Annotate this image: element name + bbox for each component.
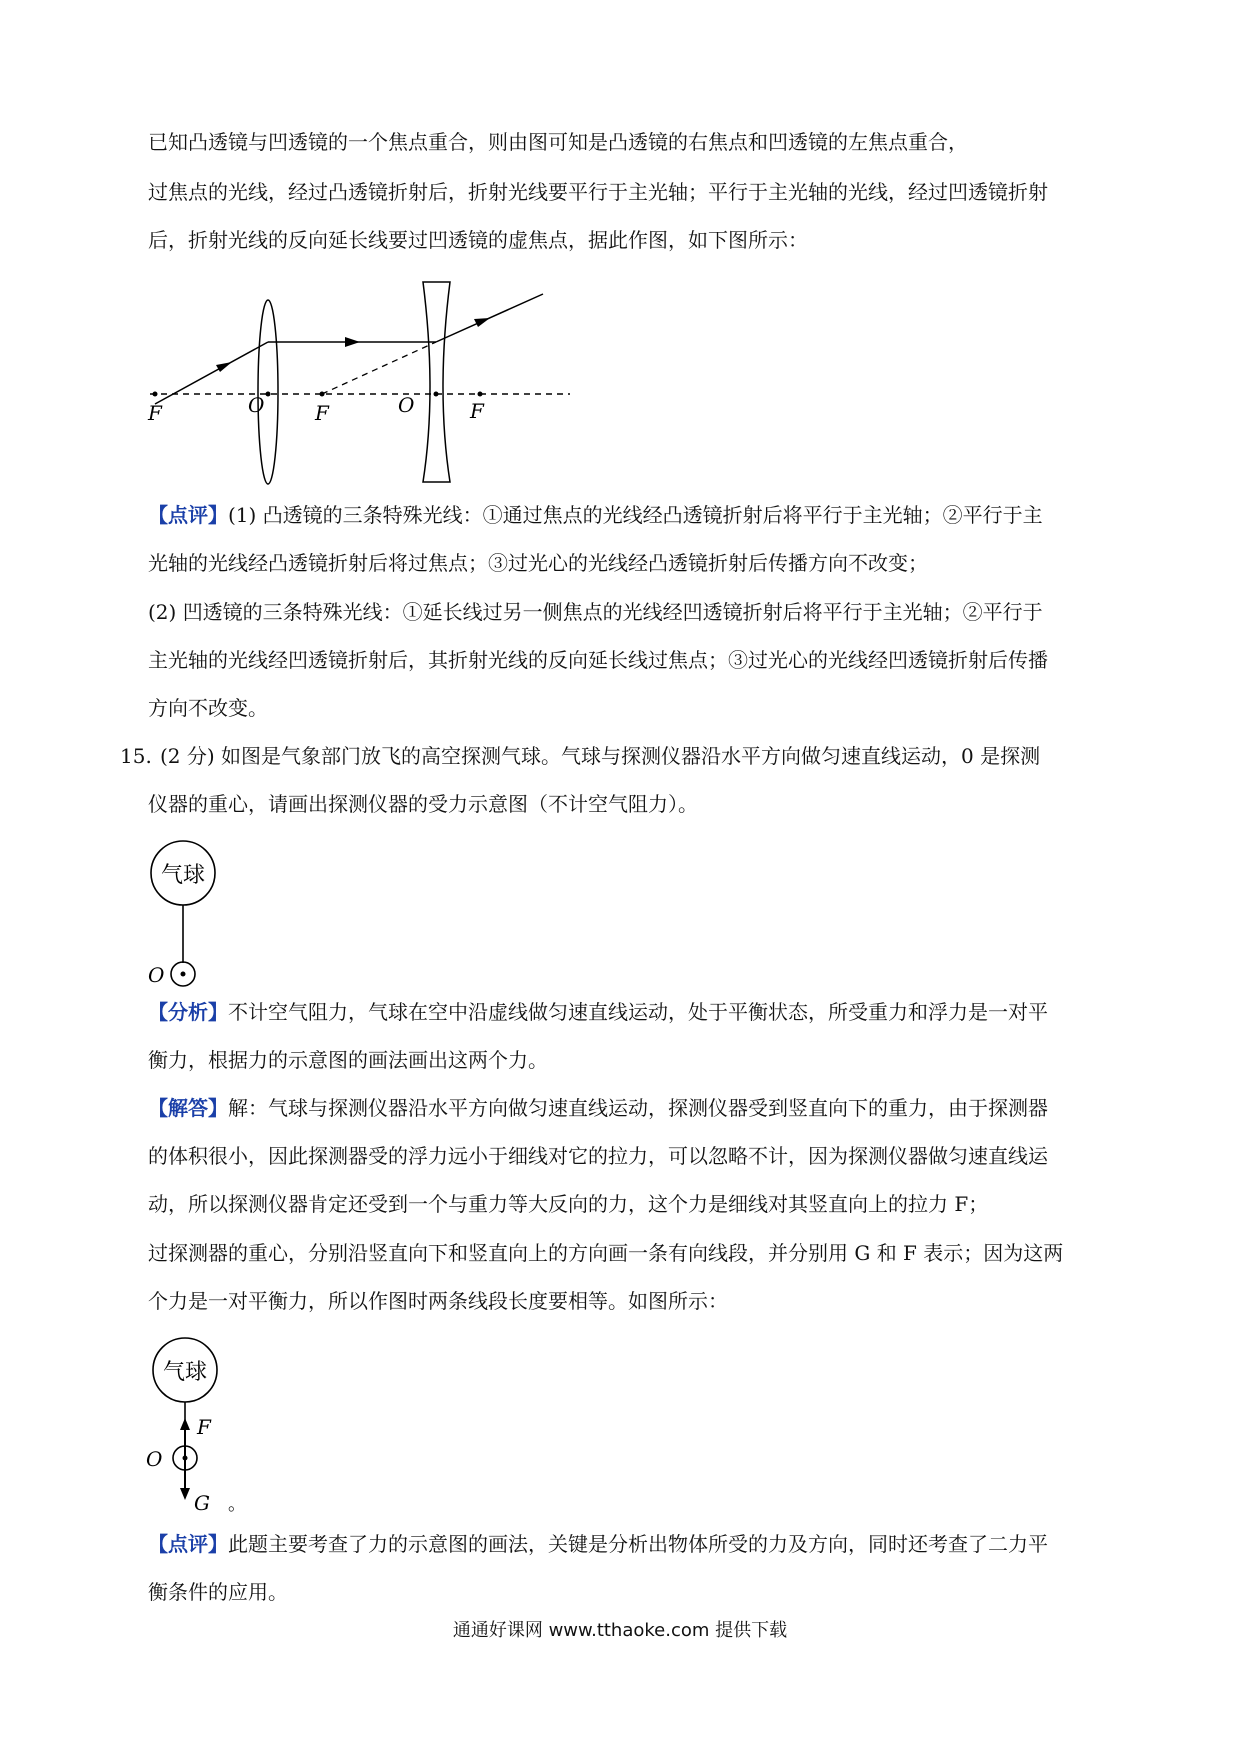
arrow-head bbox=[345, 337, 360, 347]
balloon-diagram bbox=[140, 838, 250, 988]
text-line: (2) 凹透镜的三条特殊光线：①延长线过另一侧焦点的光线经凹透镜折射后将平行于主光轴；②平行于 bbox=[148, 600, 1043, 624]
center-of-gravity-label: O bbox=[146, 1447, 163, 1471]
analysis-line: 【分析】不计空气阻力，气球在空中沿虚线做匀速直线运动，处于平衡状态，所受重力和浮力是一对平 bbox=[148, 1000, 1048, 1024]
review-tag: 【点评】 bbox=[148, 1532, 228, 1556]
period: 。 bbox=[228, 1494, 246, 1514]
center-label: O bbox=[248, 393, 265, 417]
question-number: 15. bbox=[120, 744, 152, 768]
balloon-label: 气球 bbox=[161, 863, 206, 888]
text-line: 过焦点的光线，经过凸透镜折射后，折射光线要平行于主光轴；平行于主光轴的光线，经过凹透镜折射 bbox=[148, 180, 1048, 204]
text-line: 衡条件的应用。 bbox=[148, 1580, 288, 1604]
text-line: 光轴的光线经凸透镜折射后将过焦点；③过光心的光线经凸透镜折射后传播方向不改变； bbox=[148, 551, 928, 575]
text-line: 过探测器的重心，分别沿竖直向下和竖直向上的方向画一条有向线段，并分别用 G 和 F 表示；因为这两 bbox=[148, 1241, 1064, 1265]
review-tag: 【点评】 bbox=[148, 503, 228, 527]
virtual-extension bbox=[322, 342, 436, 394]
answer-line: 【解答】解：气球与探测仪器沿水平方向做匀速直线运动，探测仪器受到竖直向下的重力，由于探测器 bbox=[148, 1096, 1048, 1120]
review-line: 【点评】(1) 凸透镜的三条特殊光线：①通过焦点的光线经凸透镜折射后将平行于主光轴；②平行于主 bbox=[148, 503, 1043, 527]
force-diagram bbox=[140, 1334, 250, 1514]
force-g-label: G bbox=[194, 1491, 210, 1514]
text-line: 已知凸透镜与凹透镜的一个焦点重合，则由图可知是凸透镜的右焦点和凹透镜的左焦点重合， bbox=[148, 130, 968, 154]
force-f-label: F bbox=[197, 1415, 211, 1439]
footer: 通通好课网 www.tthaoke.com 提供下载 bbox=[452, 1620, 788, 1641]
question-text: (2 分) 如图是气象部门放飞的高空探测气球。气球与探测仪器沿水平方向做匀速直线运动，0 是探测 bbox=[160, 744, 1041, 768]
lens-diagram bbox=[140, 262, 580, 487]
center-of-gravity-label: O bbox=[148, 963, 165, 987]
text-line: 个力是一对平衡力，所以作图时两条线段长度要相等。如图所示： bbox=[148, 1289, 728, 1313]
focus-label: F bbox=[148, 401, 162, 425]
question-text: 仪器的重心，请画出探测仪器的受力示意图（不计空气阻力）。 bbox=[148, 792, 698, 816]
text-line: 动，所以探测仪器肯定还受到一个与重力等大反向的力，这个力是细线对其竖直向上的拉力 F； bbox=[148, 1192, 989, 1216]
text-line: 衡力，根据力的示意图的画法画出这两个力。 bbox=[148, 1048, 548, 1072]
analysis-tag: 【分析】 bbox=[148, 1000, 228, 1024]
review-line: 【点评】此题主要考查了力的示意图的画法，关键是分析出物体所受的力及方向，同时还考查了二力平 bbox=[148, 1532, 1048, 1556]
focus-label: F bbox=[470, 399, 484, 423]
balloon-label: 气球 bbox=[163, 1360, 208, 1385]
center-label: O bbox=[398, 393, 415, 417]
arrow-head bbox=[216, 362, 232, 372]
concave-lens bbox=[423, 282, 450, 482]
text-line: 的体积很小，因此探测器受的浮力远小于细线对它的拉力，可以忽略不计，因为探测仪器做匀速直线运 bbox=[148, 1144, 1048, 1168]
focus-label: F bbox=[315, 401, 329, 425]
arrow-head bbox=[474, 318, 490, 327]
answer-tag: 【解答】 bbox=[148, 1096, 228, 1120]
refracted-ray bbox=[436, 294, 543, 342]
text-line: 后，折射光线的反向延长线要过凹透镜的虚焦点，据此作图，如下图所示： bbox=[148, 228, 808, 252]
text-line: 方向不改变。 bbox=[148, 696, 268, 720]
text-line: 主光轴的光线经凹透镜折射后，其折射光线的反向延长线过焦点；③过光心的光线经凹透镜折射后传播 bbox=[148, 648, 1048, 672]
